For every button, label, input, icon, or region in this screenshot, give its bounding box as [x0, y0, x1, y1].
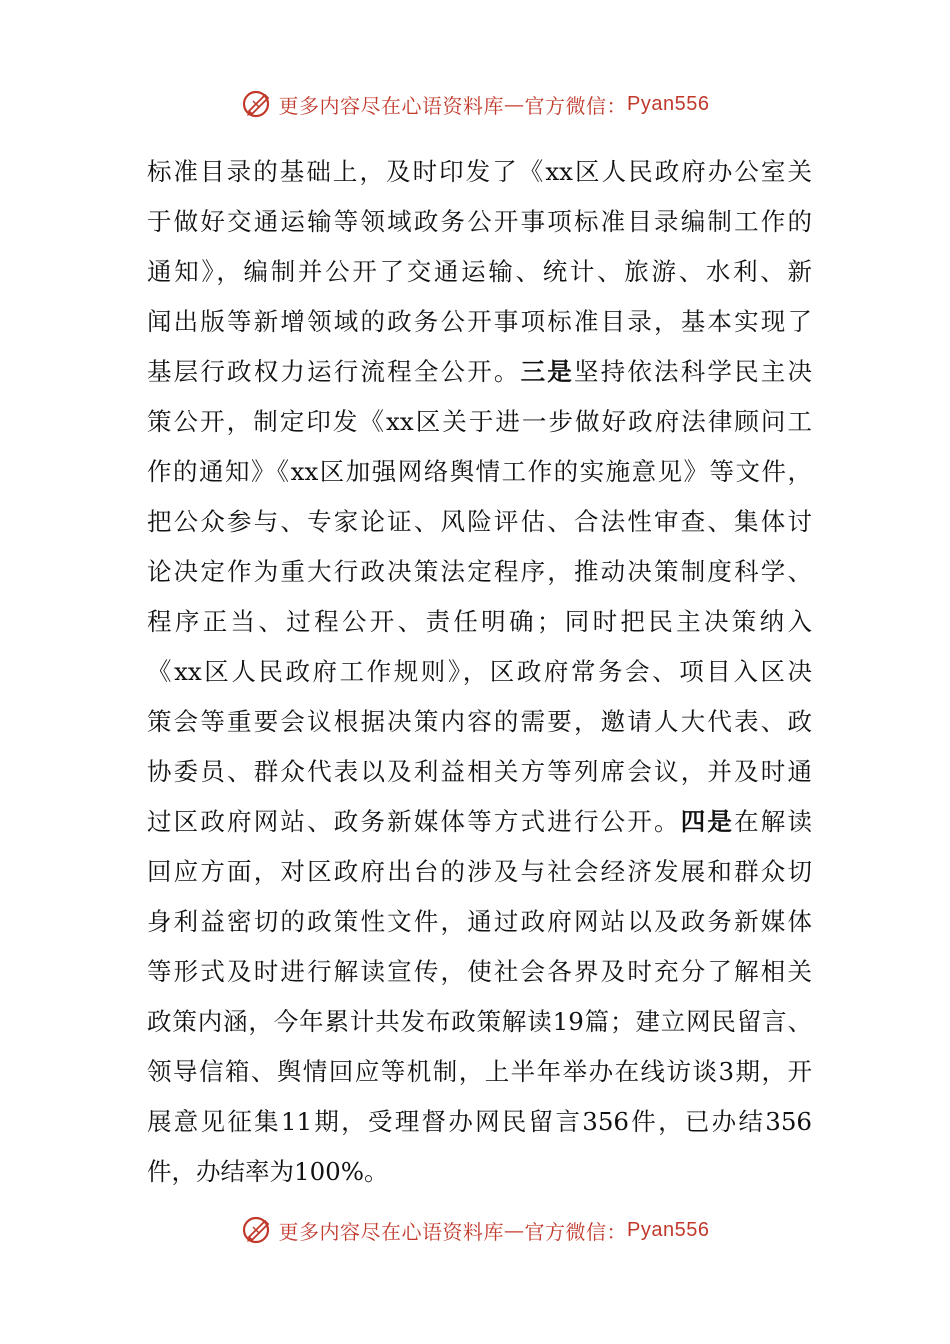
text-line	[147, 297, 812, 347]
text-segment: 领导信箱、舆情回应等机制，上半年举办在线访谈3期，开	[147, 1057, 812, 1086]
text-line	[147, 197, 812, 247]
text-line	[147, 947, 812, 997]
text-segment: 件，办结率为100%。	[147, 1157, 389, 1186]
text-segment: 把公众参与、专家论证、风险评估、合法性审查、集体讨	[147, 507, 812, 536]
wechat-label: 官方微信：	[524, 1219, 628, 1244]
text-segment: 于做好交通运输等领域政务公开事项标准目录编制工作的	[147, 207, 812, 236]
text-line	[147, 497, 812, 547]
text-line	[147, 847, 812, 897]
footer-watermark	[0, 1210, 950, 1250]
text-line	[147, 1047, 812, 1097]
text-segment: 回应方面，对区政府出台的涉及与社会经济发展和群众切	[147, 857, 812, 886]
text-segment: 策公开，制定印发《xx区关于进一步做好政府法律顾问工	[147, 407, 812, 436]
text-segment: 基层行政权力运行流程全公开。	[147, 357, 521, 386]
text-line	[147, 697, 812, 747]
text-line	[147, 147, 812, 197]
text-line	[147, 747, 812, 797]
text-line	[147, 897, 812, 947]
text-segment: 论决定作为重大行政决策法定程序，推动决策制度科学、	[147, 557, 812, 586]
pen-logo-icon	[241, 1213, 275, 1247]
bold-heading-marker: 三是	[520, 357, 574, 386]
text-line	[147, 797, 812, 847]
pen-logo-icon	[241, 87, 275, 121]
wechat-label: 官方微信：	[524, 93, 628, 118]
text-line	[147, 397, 812, 447]
text-line	[147, 1097, 812, 1147]
text-line	[147, 1147, 812, 1197]
text-line	[147, 447, 812, 497]
watermark-separator: —	[504, 1218, 525, 1242]
text-segment: 在解读	[734, 807, 812, 836]
text-segment: 身利益密切的政策性文件，通过政府网站以及政务新媒体	[147, 907, 812, 936]
document-body	[147, 147, 812, 1197]
text-line	[147, 997, 812, 1047]
text-segment: 程序正当、过程公开、责任明确；同时把民主决策纳入	[147, 607, 812, 636]
text-segment: 过区政府网站、政务新媒体等方式进行公开。	[147, 807, 681, 836]
text-segment: 通知》，编制并公开了交通运输、统计、旅游、水利、新	[147, 257, 812, 286]
text-segment: 闻出版等新增领域的政务公开事项标准目录，基本实现了	[147, 307, 812, 336]
wechat-id: Pyan556	[627, 1218, 710, 1241]
text-line	[147, 347, 812, 397]
bold-heading-marker: 四是	[680, 807, 735, 836]
text-line	[147, 547, 812, 597]
text-segment: 坚持依法科学民主决	[574, 357, 812, 386]
text-segment: 标准目录的基础上，及时印发了《xx区人民政府办公室关	[147, 157, 812, 186]
text-segment: 《xx区人民政府工作规则》，区政府常务会、项目入区决	[147, 657, 812, 686]
text-segment: 策会等重要会议根据决策内容的需要，邀请人大代表、政	[147, 707, 812, 736]
text-line	[147, 597, 812, 647]
text-segment: 展意见征集11期，受理督办网民留言356件，已办结356	[147, 1107, 812, 1136]
wechat-id: Pyan556	[627, 92, 710, 115]
text-line	[147, 247, 812, 297]
header-watermark	[0, 84, 950, 124]
text-segment: 政策内涵，今年累计共发布政策解读19篇；建立网民留言、	[147, 1007, 812, 1036]
text-segment: 作的通知》《xx区加强网络舆情工作的实施意见》等文件，	[147, 457, 812, 486]
watermark-text: 更多内容尽在心语资料库	[278, 1219, 505, 1244]
watermark-text: 更多内容尽在心语资料库	[278, 93, 505, 118]
watermark-separator: —	[504, 92, 525, 116]
text-line	[147, 647, 812, 697]
text-segment: 等形式及时进行解读宣传，使社会各界及时充分了解相关	[147, 957, 812, 986]
text-segment: 协委员、群众代表以及利益相关方等列席会议，并及时通	[147, 757, 812, 786]
